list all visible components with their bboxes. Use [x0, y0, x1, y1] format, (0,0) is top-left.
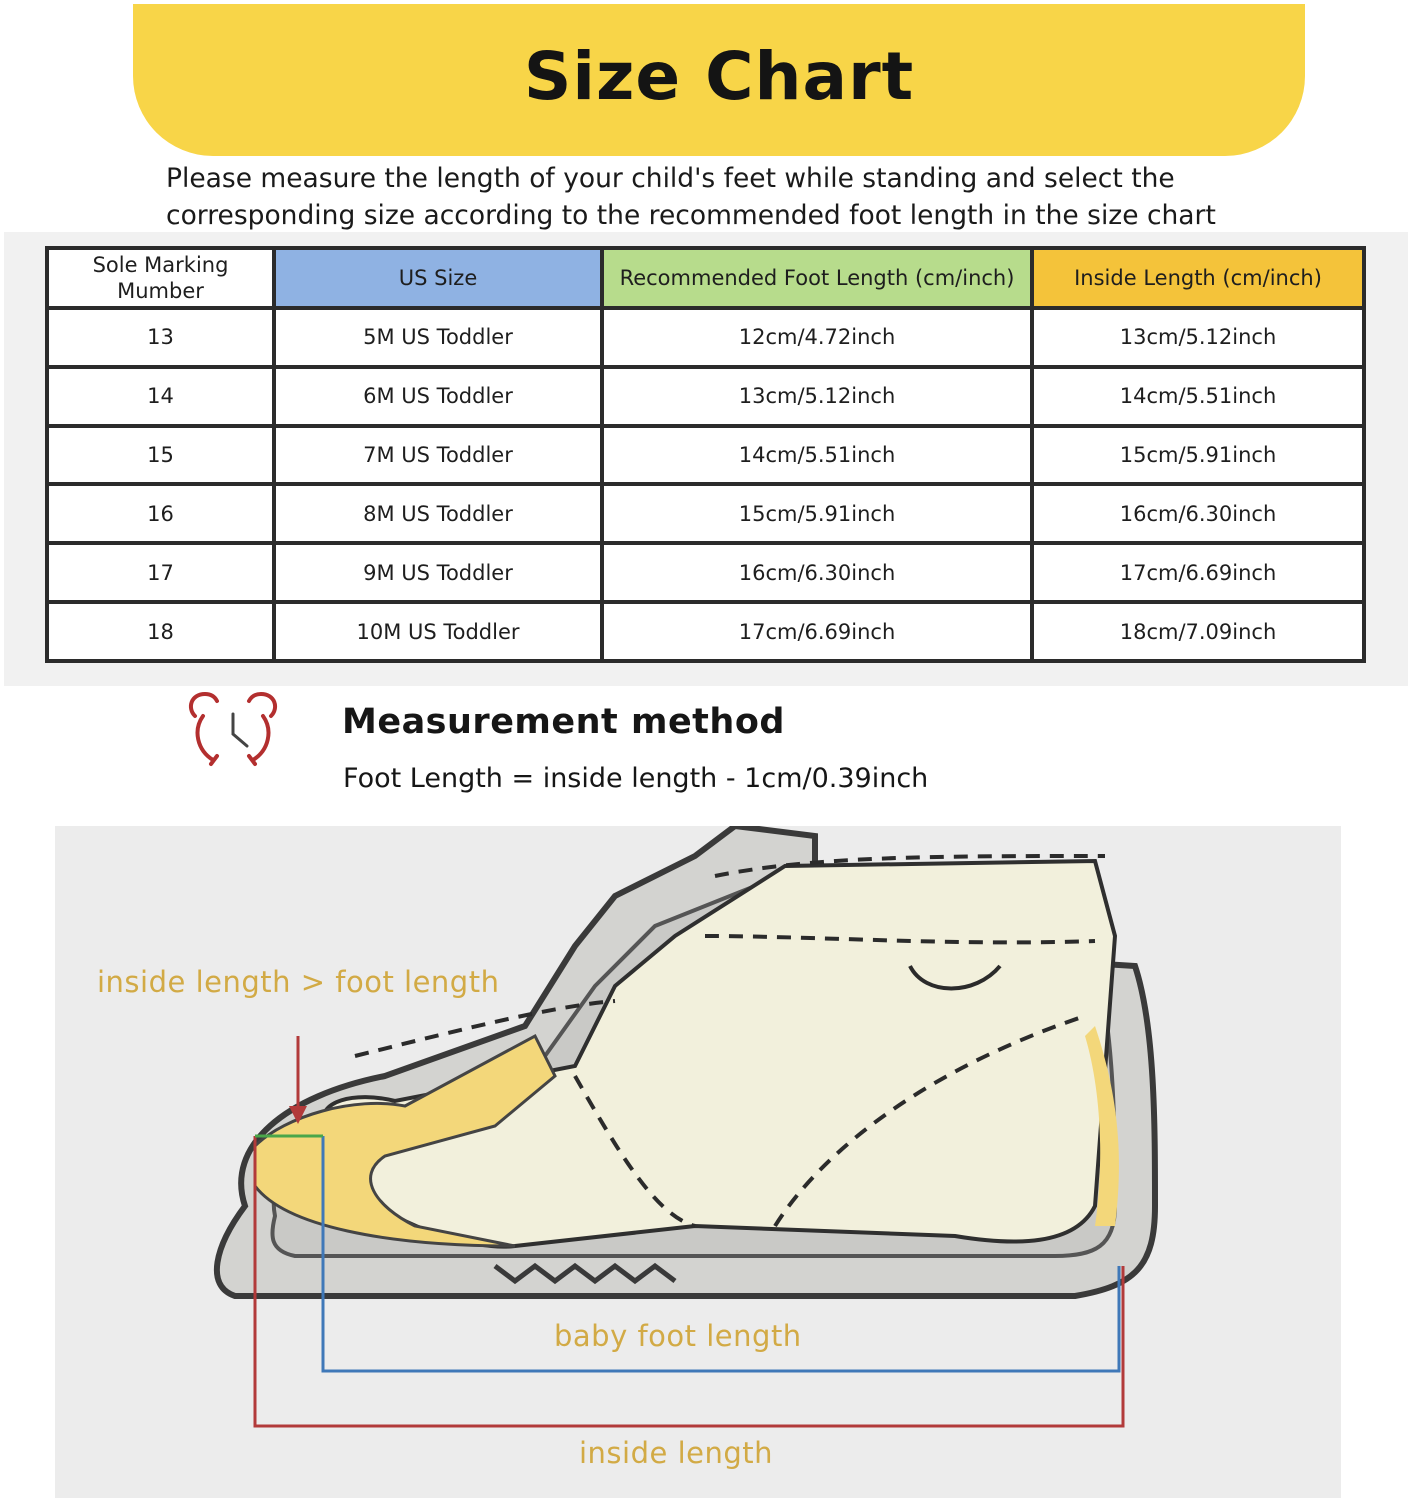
alarm-clock-icon [183, 688, 283, 770]
cell-sole: 13 [47, 308, 274, 367]
size-table [45, 246, 1366, 663]
inside-vs-foot-label: inside length > foot length [97, 965, 500, 999]
measurement-formula: Foot Length = inside length - 1cm/0.39inch [343, 763, 929, 794]
table-row [47, 426, 1364, 485]
table-row [47, 367, 1364, 426]
header-sole-marking [47, 248, 274, 308]
cell-sole: 15 [47, 426, 274, 485]
cell-recommended: 15cm/5.91inch [602, 484, 1032, 543]
inside-length-label: inside length [579, 1436, 774, 1470]
cell-inside: 14cm/5.51inch [1032, 367, 1364, 426]
cell-us-size: 8M US Toddler [274, 484, 602, 543]
cell-inside: 18cm/7.09inch [1032, 602, 1364, 661]
header-us-size: US Size [274, 248, 602, 308]
cell-sole: 18 [47, 602, 274, 661]
instructions-line-2: corresponding size according to the recommended foot length in the size chart [166, 200, 1216, 231]
cell-inside: 17cm/6.69inch [1032, 543, 1364, 602]
cell-sole: 14 [47, 367, 274, 426]
baby-foot-length-label: baby foot length [554, 1319, 802, 1353]
cell-us-size: 6M US Toddler [274, 367, 602, 426]
header-inside-length: Inside Length (cm/inch) [1032, 248, 1364, 308]
page-title: Size Chart [523, 38, 915, 115]
table-row [47, 602, 1364, 661]
shoe-measurement-diagram [55, 826, 1341, 1498]
table-row [47, 484, 1364, 543]
table-row [47, 308, 1364, 367]
cell-sole: 16 [47, 484, 274, 543]
title-banner [133, 4, 1305, 156]
cell-recommended: 13cm/5.12inch [602, 367, 1032, 426]
measurement-method-title: Measurement method [342, 702, 785, 742]
header-sole-line-1: Sole Marking [92, 253, 229, 277]
cell-inside: 15cm/5.91inch [1032, 426, 1364, 485]
cell-inside: 16cm/6.30inch [1032, 484, 1364, 543]
cell-recommended: 14cm/5.51inch [602, 426, 1032, 485]
cell-us-size: 7M US Toddler [274, 426, 602, 485]
cell-us-size: 10M US Toddler [274, 602, 602, 661]
header-recommended-length: Recommended Foot Length (cm/inch) [602, 248, 1032, 308]
cell-sole: 17 [47, 543, 274, 602]
cell-us-size: 9M US Toddler [274, 543, 602, 602]
header-sole-line-2: Mumber [117, 279, 204, 303]
instructions-line-1: Please measure the length of your child's feet while standing and select the [166, 163, 1175, 194]
cell-recommended: 17cm/6.69inch [602, 602, 1032, 661]
table-header-row [47, 248, 1364, 308]
cell-recommended: 12cm/4.72inch [602, 308, 1032, 367]
cell-inside: 13cm/5.12inch [1032, 308, 1364, 367]
table-row [47, 543, 1364, 602]
instructions-text [166, 160, 1326, 234]
cell-us-size: 5M US Toddler [274, 308, 602, 367]
cell-recommended: 16cm/6.30inch [602, 543, 1032, 602]
